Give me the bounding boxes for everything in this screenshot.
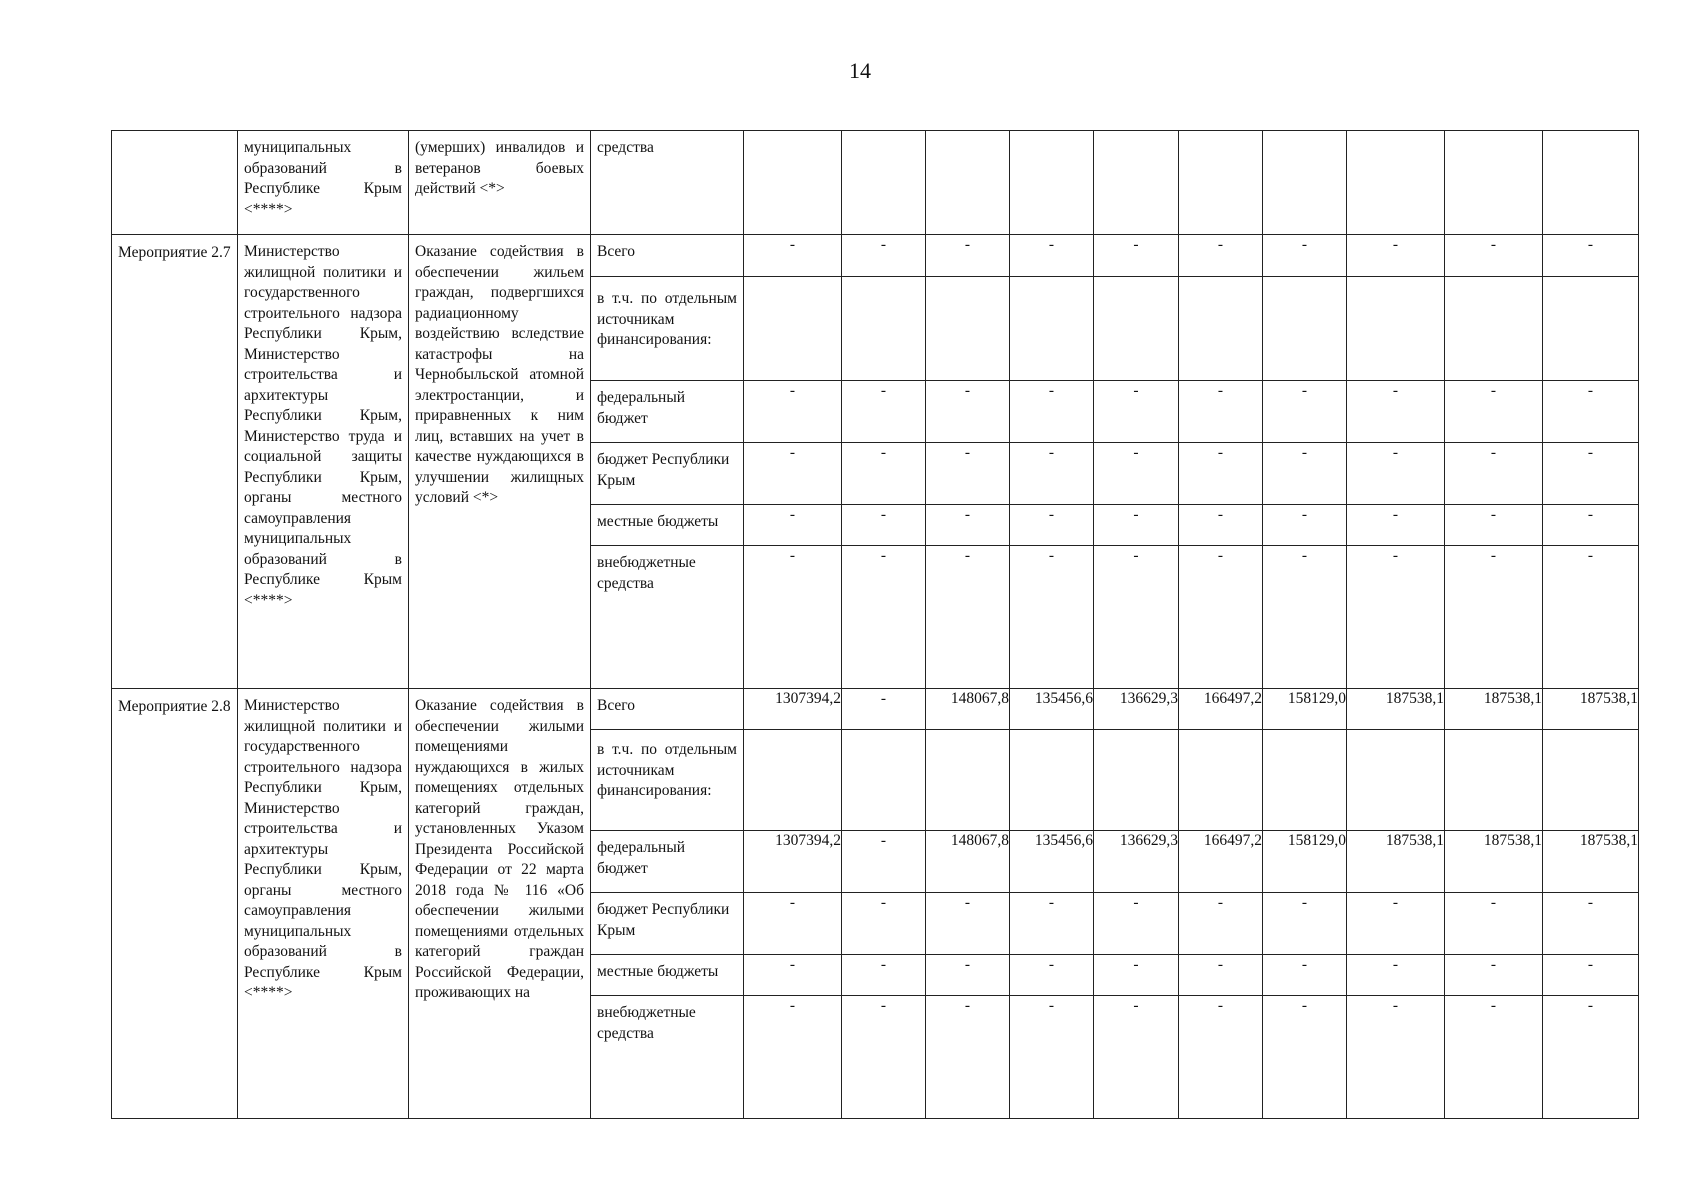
source-label: бюджет Республики Крым [597, 451, 730, 489]
value-cell [1094, 730, 1179, 831]
value-cell: - [1179, 505, 1263, 546]
value-cell [744, 277, 842, 381]
value-cell: 187538,1 [1543, 689, 1639, 730]
executor-cell [238, 235, 409, 689]
value-cell [926, 277, 1010, 381]
value-cell: - [1445, 893, 1543, 955]
value-cell: - [1347, 505, 1445, 546]
value-cell: 187538,1 [1347, 689, 1445, 730]
value-cell: 158129,0 [1263, 831, 1347, 893]
value-cell: - [1010, 955, 1094, 996]
executor-text: Министерство жилищной политики и государственного строительного надзора Республики Крым, Министерство строительства и архитектуры Республики Крым, органы местного самоуправления муниципальных образований в Республике Крым <****> [244, 697, 402, 1001]
executor-cell [238, 689, 409, 1119]
value-cell: - [1263, 443, 1347, 505]
value-cell: 135456,6 [1010, 831, 1094, 893]
value-cell: - [842, 546, 926, 689]
value-cell: - [926, 381, 1010, 443]
value-cell: - [1010, 443, 1094, 505]
value-cell: - [1347, 955, 1445, 996]
value-cell [1010, 730, 1094, 831]
value-cell: - [1543, 546, 1639, 689]
value-cell [744, 131, 842, 235]
source-cell [591, 955, 744, 996]
value-cell: - [744, 955, 842, 996]
value-cell: - [1543, 381, 1639, 443]
value-cell [1445, 277, 1543, 381]
value-cell: 148067,8 [926, 831, 1010, 893]
value-cell: - [1179, 381, 1263, 443]
source-cell [591, 893, 744, 955]
executor-text: Министерство жилищной политики и государственного строительного надзора Республики Крым, Министерство строительства и архитектуры Республики Крым, Министерство труда и социальной защиты Республики Крым, органы местного самоуправления муниципальных образований в Республике Крым <****> [244, 243, 402, 609]
value-cell: - [1010, 235, 1094, 277]
source-cell [591, 996, 744, 1119]
source-cell [591, 235, 744, 277]
value-cell [1347, 131, 1445, 235]
value-cell [1094, 131, 1179, 235]
value-cell: - [1445, 235, 1543, 277]
value-cell: - [1179, 235, 1263, 277]
value-cell [842, 730, 926, 831]
value-cell: - [1010, 546, 1094, 689]
description-text: Оказание содействия в обеспечении жильем граждан, подвергшихся радиационному воздействию вследствие катастрофы на Чернобыльской атомной электростанции, и приравненных к ним лиц, вставших на учет в качестве нуждающихся в улучшении жилищных условий <*> [415, 243, 584, 506]
source-label: местные бюджеты [597, 963, 719, 980]
description-cell [409, 689, 591, 1119]
value-cell: - [926, 443, 1010, 505]
value-cell: - [1445, 546, 1543, 689]
source-label: Всего [597, 243, 636, 260]
value-cell: - [1347, 381, 1445, 443]
source-label: федеральный бюджет [597, 389, 686, 427]
value-cell [1010, 131, 1094, 235]
value-cell: - [1543, 235, 1639, 277]
value-cell [1179, 131, 1263, 235]
source-cell [591, 131, 744, 235]
source-label: средства [597, 139, 654, 156]
value-cell: - [842, 893, 926, 955]
description-cell [409, 235, 591, 689]
value-cell: - [1543, 505, 1639, 546]
value-cell: - [1094, 546, 1179, 689]
value-cell [1263, 277, 1347, 381]
value-cell [926, 131, 1010, 235]
value-cell: - [1094, 443, 1179, 505]
value-cell: - [1094, 505, 1179, 546]
value-cell [926, 730, 1010, 831]
executor-cell [238, 131, 409, 235]
value-cell [1263, 730, 1347, 831]
value-cell: - [1263, 505, 1347, 546]
value-cell: - [1543, 893, 1639, 955]
value-cell: - [1179, 546, 1263, 689]
value-cell [842, 277, 926, 381]
table-row-continuation [112, 131, 1639, 235]
value-cell: - [842, 996, 926, 1119]
value-cell: - [1445, 505, 1543, 546]
value-cell: - [926, 546, 1010, 689]
value-cell: - [842, 955, 926, 996]
value-cell: - [744, 893, 842, 955]
value-cell: - [842, 505, 926, 546]
page-number: 14 [849, 58, 871, 83]
value-cell: - [842, 443, 926, 505]
value-cell: - [1347, 235, 1445, 277]
description-cell [409, 131, 591, 235]
value-cell: - [926, 996, 1010, 1119]
value-cell: - [744, 381, 842, 443]
measure-label-cell [112, 131, 238, 235]
description-text: Оказание содействия в обеспечении жилыми помещениями нуждающихся в жилых помещениях отдельных категорий граждан, установленных Указом Президента Российской Федерации от 22 марта 2018 года № 116 «Об обеспечении жилыми помещениями отдельных категорий граждан Российской Федерации, проживающих на [415, 697, 584, 1001]
value-cell [1263, 131, 1347, 235]
source-label: местные бюджеты [597, 513, 719, 530]
value-cell: - [926, 893, 1010, 955]
value-cell: - [1263, 381, 1347, 443]
measure-label: Мероприятие 2.7 [118, 244, 231, 261]
source-cell [591, 443, 744, 505]
source-cell [591, 546, 744, 689]
value-cell: 187538,1 [1543, 831, 1639, 893]
value-cell: - [926, 505, 1010, 546]
value-cell: 166497,2 [1179, 831, 1263, 893]
value-cell: - [1263, 955, 1347, 996]
value-cell: 135456,6 [1010, 689, 1094, 730]
value-cell: - [1263, 546, 1347, 689]
source-cell [591, 831, 744, 893]
source-label: в т.ч. по отдельным источникам финансирования: [597, 741, 737, 799]
value-cell: 187538,1 [1445, 689, 1543, 730]
value-cell: - [1347, 546, 1445, 689]
value-cell: - [1543, 996, 1639, 1119]
description-text: (умерших) инвалидов и ветеранов боевых действий <*> [415, 139, 584, 197]
value-cell: - [1010, 996, 1094, 1119]
value-cell [1179, 730, 1263, 831]
value-cell: - [842, 381, 926, 443]
value-cell: - [926, 235, 1010, 277]
value-cell: - [1094, 893, 1179, 955]
value-cell: - [744, 443, 842, 505]
source-label: в т.ч. по отдельным источникам финансирования: [597, 290, 737, 348]
table-row-2-7-total [112, 235, 1639, 277]
value-cell [1010, 277, 1094, 381]
value-cell: 148067,8 [926, 689, 1010, 730]
financing-table [111, 130, 1639, 1119]
value-cell: - [1263, 235, 1347, 277]
value-cell: - [1445, 381, 1543, 443]
value-cell [1445, 131, 1543, 235]
value-cell: - [744, 235, 842, 277]
value-cell: - [1347, 893, 1445, 955]
value-cell: - [1179, 893, 1263, 955]
value-cell: - [1010, 893, 1094, 955]
value-cell [842, 131, 926, 235]
value-cell: 1307394,2 [744, 831, 842, 893]
value-cell: - [842, 235, 926, 277]
measure-label: Мероприятие 2.8 [118, 698, 231, 715]
value-cell [1445, 730, 1543, 831]
measure-label-cell [112, 235, 238, 689]
value-cell: 187538,1 [1347, 831, 1445, 893]
value-cell: 187538,1 [1445, 831, 1543, 893]
value-cell [1543, 730, 1639, 831]
value-cell: 136629,3 [1094, 831, 1179, 893]
source-label: внебюджетные средства [597, 554, 696, 592]
value-cell: - [1263, 996, 1347, 1119]
value-cell: - [1543, 955, 1639, 996]
value-cell: - [1010, 505, 1094, 546]
source-label: бюджет Республики Крым [597, 901, 730, 939]
value-cell: - [744, 996, 842, 1119]
source-cell [591, 277, 744, 381]
source-label: федеральный бюджет [597, 839, 686, 877]
value-cell: - [1094, 996, 1179, 1119]
value-cell [1179, 277, 1263, 381]
value-cell: 1307394,2 [744, 689, 842, 730]
value-cell: - [1179, 443, 1263, 505]
value-cell: - [1445, 955, 1543, 996]
value-cell [1543, 131, 1639, 235]
value-cell: - [1263, 893, 1347, 955]
value-cell [1094, 277, 1179, 381]
value-cell: - [1094, 381, 1179, 443]
value-cell: - [1094, 955, 1179, 996]
value-cell: 158129,0 [1263, 689, 1347, 730]
source-cell [591, 689, 744, 730]
value-cell: - [1010, 381, 1094, 443]
source-label: внебюджетные средства [597, 1004, 696, 1042]
value-cell: 136629,3 [1094, 689, 1179, 730]
value-cell [1347, 277, 1445, 381]
measure-label-cell [112, 689, 238, 1119]
value-cell: 166497,2 [1179, 689, 1263, 730]
table-row-2-8-total [112, 689, 1639, 730]
value-cell [1543, 277, 1639, 381]
value-cell [1347, 730, 1445, 831]
source-cell [591, 505, 744, 546]
value-cell: - [1094, 235, 1179, 277]
value-cell: - [1179, 996, 1263, 1119]
source-cell [591, 381, 744, 443]
source-cell [591, 730, 744, 831]
value-cell: - [744, 546, 842, 689]
value-cell: - [1347, 996, 1445, 1119]
value-cell: - [1445, 443, 1543, 505]
value-cell: - [842, 831, 926, 893]
executor-text: муниципальных образований в Республике Крым <****> [244, 139, 402, 218]
value-cell: - [744, 505, 842, 546]
value-cell [744, 730, 842, 831]
source-label: Всего [597, 697, 636, 714]
value-cell: - [1543, 443, 1639, 505]
value-cell: - [842, 689, 926, 730]
value-cell: - [1347, 443, 1445, 505]
value-cell: - [1179, 955, 1263, 996]
value-cell: - [926, 955, 1010, 996]
value-cell: - [1445, 996, 1543, 1119]
